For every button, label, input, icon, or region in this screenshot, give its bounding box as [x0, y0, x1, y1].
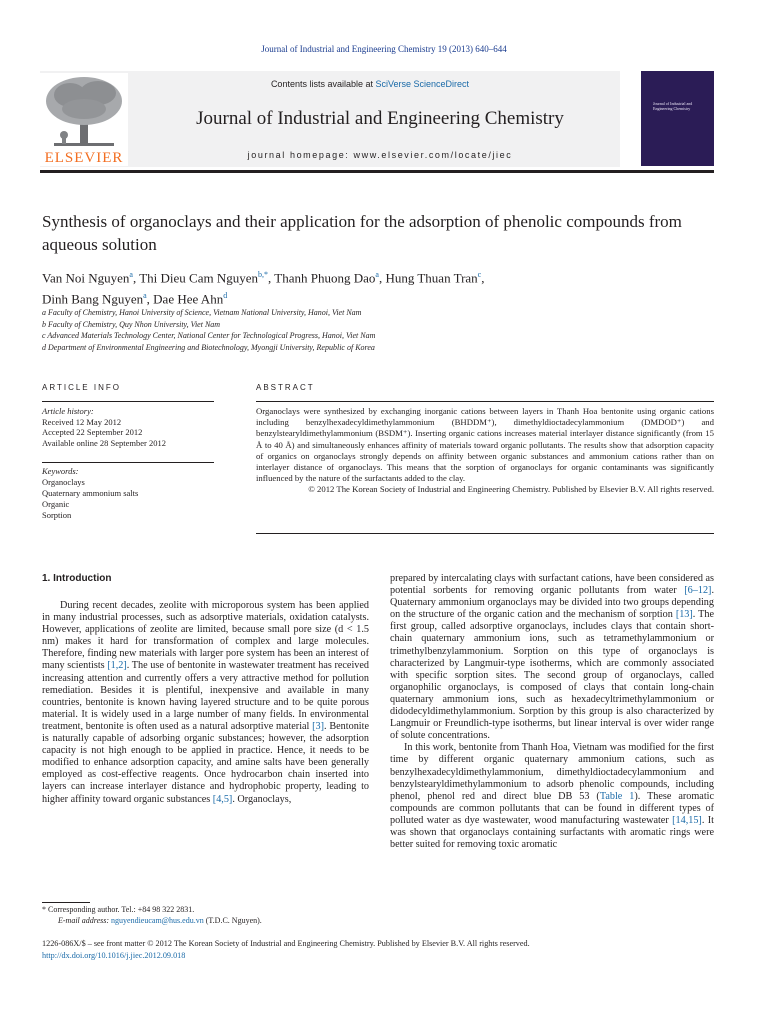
elsevier-wordmark: ELSEVIER [44, 150, 124, 166]
doi-link[interactable]: http://dx.doi.org/10.1016/j.jiec.2012.09.018 [42, 950, 186, 960]
citation-link[interactable]: [13] [675, 609, 693, 621]
author-name[interactable]: Thanh Phuong Dao [274, 270, 376, 286]
body-text: . Quaternary ammonium organoclays may be divided into two groups depending on the structure of the organic cation and the mechanism of sorption [390, 585, 714, 621]
body-text: In this work, bentonite from Thanh Hoa, Vietnam was modified for the first time by different organic quaternary ammonium cations, such as benzylhexadecyldimethylammonium, dimethyldioctadecylammonium and benzylstearyldimethylammonium to adsorb phenolic compounds, including phenol, phenol red and direct blue DB 53 ( [390, 742, 714, 802]
header-divider [40, 170, 714, 173]
author-affil-ref[interactable]: a [375, 270, 379, 279]
body-text: prepared by intercalating clays with surfactant cations, have been considered as potential sorbents for removing organic pollutants from water [390, 573, 714, 597]
cover-title: Journal of Industrial and Engineering Chemistry [653, 101, 693, 111]
body-text: . The first group, called adsorptive organoclays, includes clays that contain short-chain quaternary ammonium ions, such as tetramethylammonium or trimethylbenzylammonium. Sorption on this type of organoclays is characterized by Langmuir-type isotherms, which are commonly associated with specific sorption sites. The second group of organoclays, called organophilic organoclays, is composed of clays that contain long-chain quaternary ammonium ions, such as hexadecyltrimethylammonium or didodecyldimethylammonium. Sorption by this group is also characterized by Langmuir or Freundlich-type isotherms, but linear interval is over wider range of solute concentrations. [390, 609, 714, 742]
history-label: Article history: [42, 406, 94, 416]
author-affil-ref[interactable]: d [223, 291, 228, 301]
section-heading-introduction: 1. Introduction [42, 573, 112, 584]
table-link[interactable]: Table 1 [599, 790, 635, 802]
author-list: Van Noi Nguyen$^a$, Thi Dieu Cam Nguyen$^{b,*}$, Thanh Phuong Dao$^a$, Hung Thuan Tran$^c$, Dinh Bang Nguyen$^a$, Dae Hee Ahn$^d$ [42, 270, 485, 307]
keyword: Organic [42, 499, 70, 509]
corresponding-author: * Corresponding author. Tel.: +84 98 322 2831. [42, 905, 195, 914]
author-name[interactable]: Dae Hee Ahn [153, 291, 224, 307]
front-matter [42, 938, 722, 961]
tree-icon [40, 73, 128, 151]
history-item: Accepted 22 September 2012 [42, 427, 143, 437]
affiliation-line: d Department of Environmental Engineering and Biotechnology, Myongji University, Republic of Korea [42, 342, 375, 352]
author-name[interactable]: Van Noi Nguyen [42, 270, 130, 286]
footnote-rule [42, 902, 90, 903]
contents-prefix: Contents lists available at [270, 79, 376, 89]
affiliations [42, 307, 642, 353]
author-name[interactable]: Hung Thuan Tran [385, 270, 478, 286]
journal-citation: Journal of Industrial and Engineering Chemistry 19 (2013) 640–644 [261, 44, 507, 54]
keyword: Quaternary ammonium salts [42, 488, 139, 498]
journal-homepage[interactable]: journal homepage: www.elsevier.com/locate/jiec [247, 150, 513, 160]
keyword: Organoclays [42, 477, 85, 487]
body-text: . Bentonite is naturally capable of adsorbing organic substances; however, the adsorption capacity is not high enough to be applied in practice. Hence, it needs to be modified to enhance adsorption capacity, and amine salts have been generally employed as cost-effective reagents. Once hydrocarbon chain inserted into layers can increase interlayer distance and hydrophobic property, leading to higher affinity toward organic substances [42, 720, 369, 805]
paper-title: Synthesis of organoclays and their application for the adsorption of phenolic compounds from aqueous solution [42, 212, 682, 254]
body-text: . The use of bentonite in wastewater treatment has received increasing attention and currently offers a very attractive method for pollution remediation. Besides it is plentiful, inexpensive and available in many countries, bentonite is known having layered structure and to be quite porous material. It is widely used in a large number of many fields. In environmental treatment, bentonite is often used as a natural adsorptive material [42, 660, 369, 732]
body-column-left [42, 600, 369, 806]
journal-title: Journal of Industrial and Engineering Chemistry [196, 108, 564, 129]
article-info-rule [42, 401, 214, 402]
sciencedirect-link[interactable]: SciVerse ScienceDirect [375, 79, 470, 89]
affiliation-line: a Faculty of Chemistry, Hanoi University of Science, Vietnam National University, Hanoi, Viet Nam [42, 308, 362, 317]
keyword: Sorption [42, 510, 72, 520]
citation-link[interactable]: [4,5] [212, 793, 233, 805]
author-name[interactable]: Dinh Bang Nguyen [42, 291, 144, 307]
email-line [42, 916, 362, 927]
body-paragraph [390, 742, 714, 851]
email-label: E-mail address: [58, 915, 112, 925]
footnote [42, 905, 362, 926]
author-affil-ref[interactable]: c [477, 270, 482, 279]
affiliation-line: c Advanced Materials Technology Center, National Center for Technological Progress, Hanoi, Viet Nam [42, 331, 376, 340]
email-suffix: (T.D.C. Nguyen). [203, 915, 262, 925]
abstract-text: Organoclays were synthesized by exchanging inorganic cations between layers in Thanh Hoa bentonite using organic cations including benzylhexadecyldimethylammonium (BHDDM⁺), dimethyldioctadecylammonium (DMDOD⁺) and benzylstearyldimethylammonium (BSDM⁺). Inserting organic cations increases material interlayer distance significantly (from 15 Å to 40 Å) and simultaneously enhances affinity of materials toward organic pollutants. The results show that adsorption capacity of organics on organoclays strongly depends on affinity between organic substances and ammonium cations rather than on interlayer distance of organoclays. This means that the sorption of organoclays for organic contaminants was significantly influenced by the nature of the surfactants added to the clay. [256, 406, 714, 484]
article-info-heading: ARTICLE INFO [42, 383, 121, 392]
citation-link[interactable]: [1,2] [107, 660, 127, 672]
affiliation-line: b Faculty of Chemistry, Quy Nhon University, Viet Nam [42, 319, 221, 329]
email-link[interactable]: nguyendieucam@hus.edu.vn [111, 915, 204, 925]
author-affil-ref[interactable]: a [143, 291, 147, 301]
body-text: ). These aromatic compounds are common pollutants that can be found in different types of polluted water as dye wastewater, wood manufacturing wastewater [390, 790, 715, 826]
keywords-rule [42, 462, 214, 463]
body-paragraph [390, 573, 714, 742]
body-text: . It was shown that organoclays containing surfactants with aromatic rings were better suited for removing toxic aromatic [390, 814, 714, 851]
body-text: . Organoclays, [232, 793, 292, 805]
body-text: During recent decades, zeolite with microporous system has been applied in many industrial processes, such as adsorptive materials, oxidation catalysts. However, applications of zeolite are limited, because small pore size (d < 1.5 nm) makes it hard for transformation of complex and large molecules. Therefore, finding new materials with larger pore system has been an interest of many scientists [42, 600, 369, 672]
abstract-body [256, 406, 714, 496]
citation-link[interactable]: [3] [312, 720, 325, 732]
issn-line: 1226-086X/$ – see front matter © 2012 The Korean Society of Industrial and Engineering Chemistry. Published by Elsevier B.V. All rights reserved. [42, 939, 530, 948]
contents-available-line [140, 79, 600, 89]
abstract-rule [256, 401, 714, 402]
abstract-heading: ABSTRACT [256, 383, 315, 392]
abstract-copyright: © 2012 The Korean Society of Industrial and Engineering Chemistry. Published by Elsevier B.V. All rights reserved. [308, 484, 714, 495]
history-item: Available online 28 September 2012 [42, 437, 167, 448]
abstract-bottom-rule [256, 533, 714, 534]
journal-cover-thumbnail [641, 71, 714, 166]
citation-link[interactable]: [14,15] [672, 814, 702, 826]
author-affil-ref[interactable]: a [129, 270, 133, 279]
citation-link[interactable]: [6–12] [684, 585, 712, 597]
author-name[interactable]: Thi Dieu Cam Nguyen [139, 270, 259, 286]
keywords [42, 466, 214, 521]
article-history [42, 406, 214, 448]
history-item: Received 12 May 2012 [42, 416, 122, 427]
author-affil-ref[interactable]: b,* [258, 270, 269, 279]
body-column-right [390, 573, 714, 851]
keywords-label: Keywords: [42, 466, 79, 476]
